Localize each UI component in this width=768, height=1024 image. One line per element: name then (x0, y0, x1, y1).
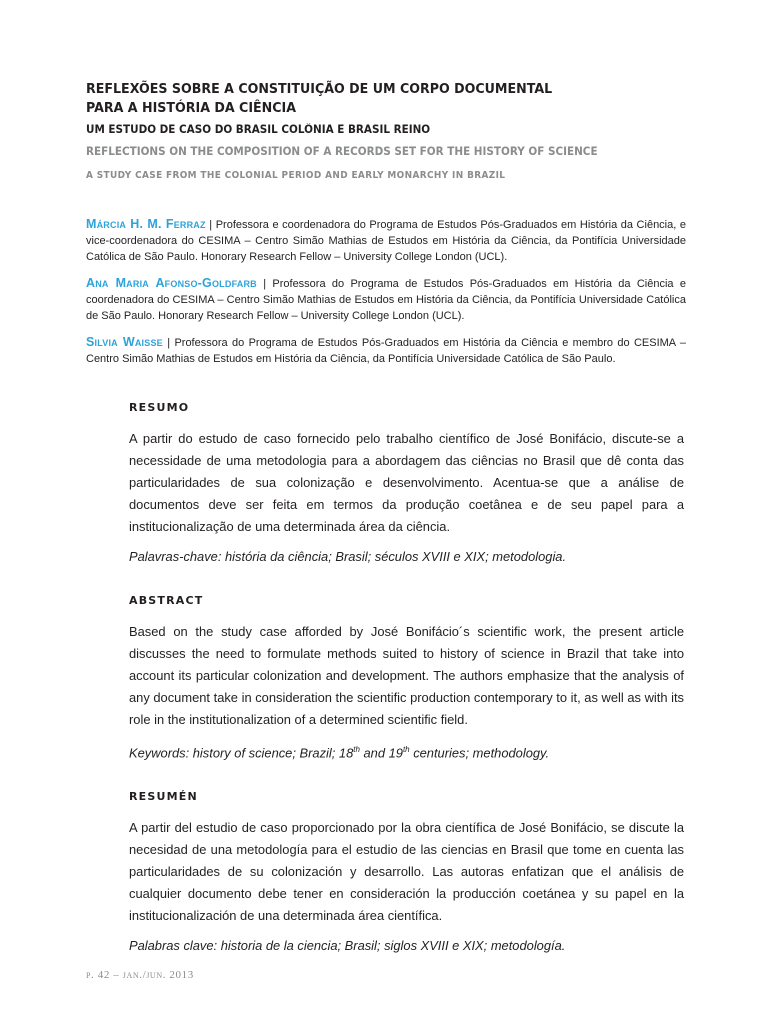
author-entry (86, 216, 686, 265)
author-bio: Professora do Programa de Estudos Pós-Graduados em História da Ciência e coordenadora do CESIMA – Centro Simão Mathias de Estudos em História da Ciência, da Pontifícia Universidade Católica de São Paulo. Honorary Research Fellow – University College London (UCL). (86, 278, 686, 322)
subtitle-en: A STUDY CASE FROM THE COLONIAL PERIOD AND EARLY MONARCHY IN BRAZIL (86, 170, 506, 181)
superscript-th: th (353, 745, 360, 754)
resumen-section (129, 787, 684, 957)
title-en: REFLECTIONS ON THE COMPOSITION OF A RECORDS SET FOR THE HISTORY OF SCIENCE (86, 145, 598, 158)
author-name: Márcia H. M. Ferraz (86, 217, 206, 231)
abstract-keywords (129, 739, 684, 764)
author-name: Silvia Waisse (86, 335, 163, 349)
title-pt-line2: PARA A HISTÓRIA DA CIÊNCIA (86, 100, 297, 116)
keywords-part: and 19 (359, 745, 403, 761)
resumo-body: A partir do estudo de caso fornecido pelo trabalho científico de José Bonifácio, discute-se a necessidade de uma metodologia para a abordagem das ciências no Brasil que dê conta das particularidades de sua colonização e desenvolvimento. Acentua-se que a análise de documentos deve ser feita em termos da produção coetânea e de seu papel para a institucionalização de uma determinada área da ciência. (129, 431, 684, 534)
subtitle-pt: UM ESTUDO DE CASO DO BRASIL COLÔNIA E BRASIL REINO (86, 123, 431, 136)
author-list (86, 216, 686, 377)
resumen-heading: RESUMÉN (129, 790, 198, 804)
page-footer: p. 42 – jan./jun. 2013 (86, 969, 194, 981)
superscript-th: th (402, 745, 410, 754)
author-bio: Professora do Programa de Estudos Pós-Graduados em História da Ciência e membro do CESIMA – Centro Simão Mathias de Estudos em História da Ciência, da Pontifícia Universidade Católica de São Paulo. (86, 337, 686, 365)
abstract-body: Based on the study case afforded by José Bonifácio´s scientific work, the present article discusses the need to formulate methods suited to history of science in Brazil that take into account its particular colonization and development. The authors emphasize that the analysis of any document take in consideration the scientific production contemporary to it, as well as with its role in the institutionalization of a determined scientific field. (129, 624, 684, 727)
keywords-part: centuries; methodology. (409, 745, 550, 761)
resumo-heading: RESUMO (129, 401, 190, 414)
author-separator: | (263, 278, 267, 290)
author-separator: | (167, 337, 171, 349)
resumo-keywords: Palavras-chave: história da ciência; Brasil; séculos XVIII e XIX; metodologia. (129, 549, 567, 564)
abstract-section (129, 591, 684, 764)
resumen-keywords: Palabras clave: historia de la ciencia; Brasil; siglos XVIII e XIX; metodología. (129, 938, 566, 954)
abstract-heading: ABSTRACT (129, 594, 204, 607)
article-titles (86, 80, 706, 183)
author-name: Ana Maria Afonso-Goldfarb (86, 276, 257, 290)
resumo-section (129, 398, 684, 568)
author-bio: Professora e coordenadora do Programa de Estudos Pós-Graduados em História da Ciência, e vice-coordenadora do CESIMA – Centro Simão Mathias de Estudos em História da Ciência, da Pontifícia Universidade Católica de São Paulo. Honorary Research Fellow – University College London (UCL). (86, 219, 686, 263)
author-entry (86, 334, 686, 367)
author-separator: | (209, 219, 213, 231)
keywords-part: Keywords: history of science; Brazil; 18 (129, 745, 354, 761)
author-entry (86, 275, 686, 324)
title-pt-line1: REFLEXÕES SOBRE A CONSTITUIÇÃO DE UM CORPO DOCUMENTAL (86, 81, 553, 97)
resumen-body: A partir del estudio de caso proporcionado por la obra científica de José Bonifácio, se discute la necesidad de una metodología para el estudio de las ciencias en Brasil que tome en cuenta las particularidades de su colonización y desarrollo. Las autoras enfatizan que el análisis de cualquier documento debe tener en consideración la producción coetánea y su papel en la institucionalización de una determinada área científica. (129, 820, 684, 924)
abstract-sections (129, 398, 684, 957)
